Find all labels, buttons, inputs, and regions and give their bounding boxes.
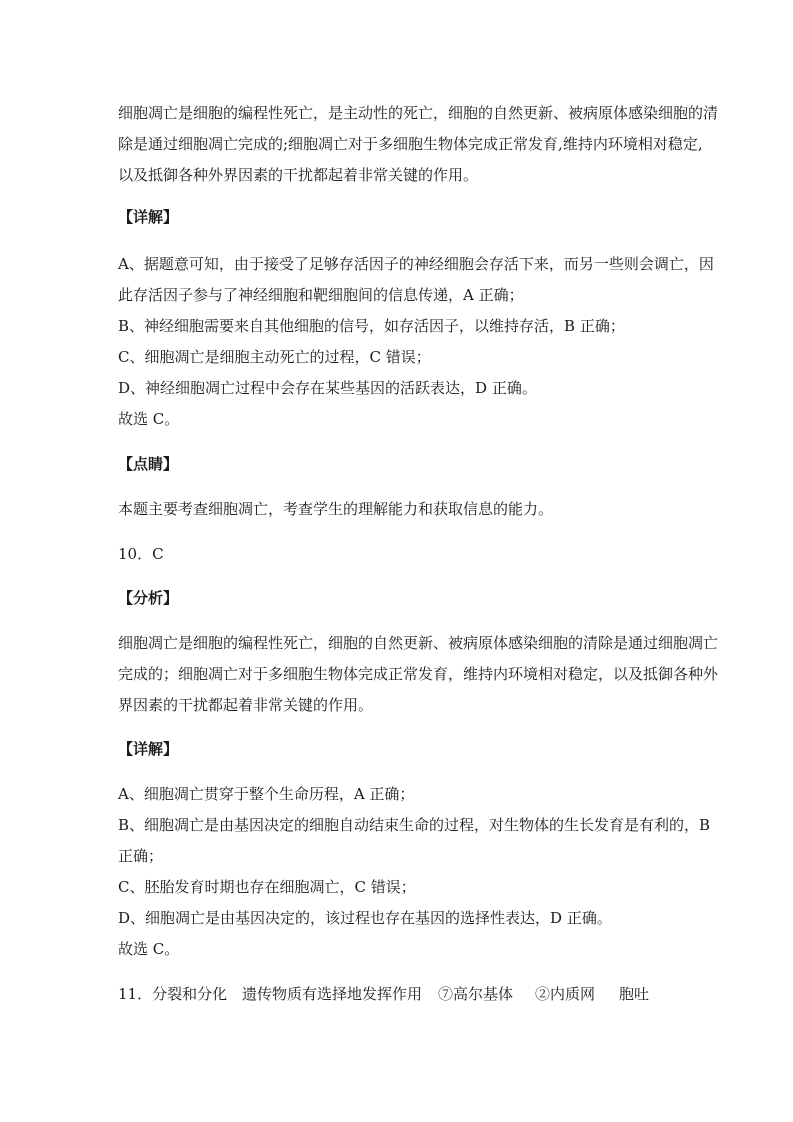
- answer-line: 正确；: [118, 847, 164, 865]
- answer-line: 此存活因子参与了神经细胞和靶细胞间的信息传递，A 正确；: [118, 286, 524, 304]
- section-heading-detail: 【详解】: [118, 208, 179, 226]
- answer-line: D、神经细胞凋亡过程中会存在某些基因的活跃表达，D 正确。: [118, 379, 537, 397]
- answer-line: B、细胞凋亡是由基因决定的细胞自动结束生命的过程，对生物体的生长发育是有利的，B: [118, 816, 711, 834]
- answer-line: B、神经细胞需要来自其他细胞的信号，如存活因子，以维持存活，B 正确；: [118, 317, 625, 335]
- answer-line: A、据题意可知，由于接受了足够存活因子的神经细胞会存活下来，而另一些则会调亡，因: [118, 255, 714, 273]
- paragraph-line: 细胞凋亡是细胞的编程性死亡，是主动性的死亡，细胞的自然更新、被病原体感染细胞的清: [118, 104, 719, 122]
- paragraph-line: 以及抵御各种外界因素的干扰都起着非常关键的作用。: [118, 166, 479, 184]
- paragraph-line: 细胞凋亡是细胞的编程性死亡，细胞的自然更新、被病原体感染细胞的清除是通过细胞凋亡: [118, 634, 719, 652]
- dianjing-text: 本题主要考查细胞凋亡，考查学生的理解能力和获取信息的能力。: [118, 500, 554, 518]
- paragraph-line: 除是通过细胞凋亡完成的;细胞凋亡对于多细胞生物体完成正常发育,维持内环境相对稳定,: [118, 135, 703, 153]
- q11-answer-2: ⑦高尔基体: [438, 985, 514, 1003]
- answer-line: D、细胞凋亡是由基因决定的，该过程也存在基因的选择性表达，D 正确。: [118, 909, 612, 927]
- answer-conclusion: 故选 C。: [118, 940, 180, 958]
- question-number-10: 10．C: [118, 545, 164, 563]
- answer-conclusion: 故选 C。: [118, 410, 180, 428]
- q11-answer-4: 胞吐: [619, 985, 650, 1003]
- q11-answer-1: 遗传物质有选择地发挥作用: [242, 985, 423, 1003]
- paragraph-line: 界因素的干扰都起着非常关键的作用。: [118, 696, 374, 714]
- section-heading-detail: 【详解】: [118, 740, 179, 758]
- question-11-answers: [118, 984, 649, 1004]
- section-heading-analysis: 【分析】: [118, 589, 179, 607]
- answer-line: C、胚胎发育时期也存在细胞凋亡，C 错误；: [118, 878, 416, 896]
- q11-label: 11．分裂和分化: [118, 985, 228, 1003]
- answer-line: A、细胞凋亡贯穿于整个生命历程，A 正确；: [118, 785, 415, 803]
- q11-answer-3: ②内质网: [535, 985, 596, 1003]
- answer-line: C、细胞凋亡是细胞主动死亡的过程，C 错误；: [118, 348, 431, 366]
- paragraph-line: 完成的；细胞凋亡对于多细胞生物体完成正常发育，维持内环境相对稳定，以及抵御各种外: [118, 665, 719, 683]
- section-heading-dianjing: 【点睛】: [118, 455, 179, 473]
